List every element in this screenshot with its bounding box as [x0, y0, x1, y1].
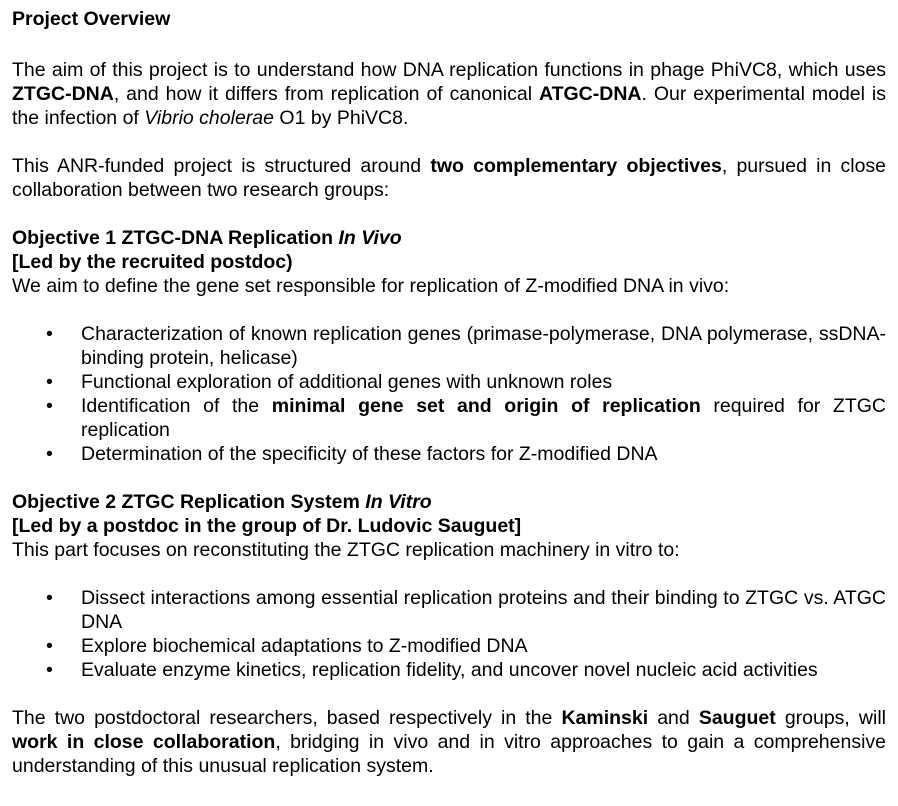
structure-text-2: , pursued in close collaboration between two research groups: — [12, 155, 887, 201]
objective1-heading-text: Objective 1 ZTGC-DNA Replication — [12, 227, 339, 249]
intro-bold-ztgc: ZTGC-DNA — [12, 83, 114, 105]
bullet-icon: • — [46, 323, 53, 345]
list-item — [12, 658, 886, 682]
conclusion-text-4: , bridging in vivo and in vitro approaches to gain a comprehensive understanding of this unusual replication system. — [12, 731, 887, 777]
structure-bold: two complementary objectives — [430, 155, 722, 177]
conclusion-bold-kaminski: Kaminski — [561, 707, 649, 729]
list-item-text: Dissect interactions among essential replication proteins and their binding to ZTGC vs. ATGC DNA — [81, 587, 886, 633]
bullet-icon: • — [46, 443, 53, 465]
structure-paragraph — [12, 154, 886, 202]
bullet-icon: • — [46, 659, 53, 681]
conclusion-bold-collaboration: work in close collaboration — [12, 731, 276, 753]
intro-bold-atgc: ATGC-DNA — [538, 83, 642, 105]
objective1-lead: [Led by the recruited postdoc) — [12, 251, 293, 273]
list-item — [12, 442, 886, 466]
objective1-intro: We aim to define the gene set responsible for replication of Z-modified DNA in vivo: — [12, 275, 730, 297]
list-item — [12, 322, 886, 370]
list-item-text: Evaluate enzyme kinetics, replication fidelity, and uncover novel nucleic acid activities — [81, 659, 818, 681]
objective2-heading-italic: In Vitro — [365, 491, 432, 513]
list-item — [12, 394, 886, 442]
intro-text-1: The aim of this project is to understand how DNA replication functions in phage PhiVC8, which uses — [12, 59, 886, 81]
page-title: Project Overview — [12, 8, 171, 30]
list-item-text: Identification of the — [81, 395, 272, 417]
objective2-list — [12, 586, 886, 682]
list-item-text: Functional exploration of additional genes with unknown roles — [81, 371, 613, 393]
list-item-text: Determination of the specificity of these factors for Z-modified DNA — [81, 443, 658, 465]
conclusion-paragraph — [12, 706, 886, 778]
objective1-heading — [12, 226, 886, 250]
objective2-lead: [Led by a postdoc in the group of Dr. Ludovic Sauguet] — [12, 515, 522, 537]
list-item — [12, 586, 886, 634]
conclusion-text-1: The two postdoctoral researchers, based respectively in the — [12, 707, 562, 729]
list-item — [12, 370, 886, 394]
objective1-list — [12, 322, 886, 466]
list-item-text: Characterization of known replication genes (primase-polymerase, DNA polymerase, ssDNA-binding protein, helicase) — [81, 323, 886, 369]
bullet-icon: • — [46, 635, 53, 657]
conclusion-bold-sauguet: Sauguet — [698, 707, 776, 729]
intro-text-2: , and how it differs from replication of canonical — [113, 83, 539, 105]
objective2-intro: This part focuses on reconstituting the ZTGC replication machinery in vitro to: — [12, 539, 680, 561]
intro-italic-species: Vibrio cholerae — [144, 107, 274, 129]
objective2-heading — [12, 490, 886, 514]
structure-text-1: This ANR-funded project is structured around — [12, 155, 431, 177]
bullet-icon: • — [46, 371, 53, 393]
intro-text-3: . Our experimental model is the infection of — [12, 83, 886, 129]
intro-paragraph — [12, 58, 886, 130]
list-item-text: Explore biochemical adaptations to Z-modified DNA — [81, 635, 528, 657]
conclusion-text-3: groups, will — [775, 707, 886, 729]
bullet-icon: • — [46, 587, 53, 609]
list-item-text: required for ZTGC replication — [81, 395, 886, 441]
list-item — [12, 634, 886, 658]
objective2-heading-text: Objective 2 ZTGC Replication System — [12, 491, 366, 513]
bullet-icon: • — [46, 395, 53, 417]
intro-text-4: O1 by PhiVC8. — [274, 107, 409, 129]
list-item-bold: minimal gene set and origin of replication — [271, 395, 701, 417]
objective1-heading-italic: In Vivo — [338, 227, 402, 249]
conclusion-text-2: and — [648, 707, 699, 729]
